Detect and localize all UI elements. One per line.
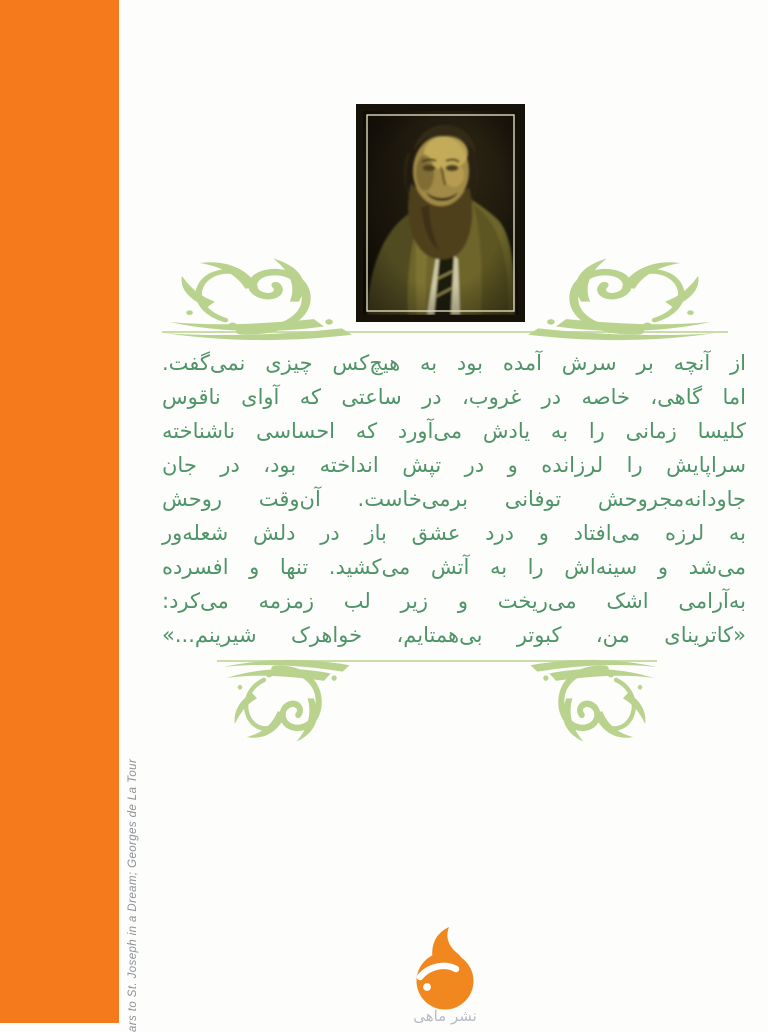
publisher-logo — [405, 925, 485, 1013]
fish-logo-icon — [405, 925, 485, 1013]
text-line-2: اما گاهی، خاصه در غروب، در ساعتی که آوای ناقوس — [162, 385, 746, 409]
text-line-4: سراپایش را لرزانده و در تپش انداخته بود، در جان — [162, 453, 746, 477]
floral-ornament-bottom-right-icon — [527, 656, 664, 748]
text-line-6: به لرزه می‌افتاد و درد عشق باز در دلش شعله‌ور — [162, 521, 746, 545]
author-portrait — [356, 104, 525, 322]
text-line-3: کلیسا زمانی را به یادش می‌آورد که احساسی ناشناخته — [162, 419, 746, 443]
floral-ornament-top-left-icon — [154, 252, 357, 344]
floral-ornament-top-right-icon — [523, 252, 726, 344]
portrait-painting-image — [363, 111, 518, 315]
text-line-1: از آنچه بر سرش آمده بود به هیچ‌کس چیزی نمی‌گفت. — [162, 351, 746, 375]
spine-stripe — [0, 0, 119, 1023]
text-line-7: می‌شد و سینه‌اش را به آتش می‌کشید. تنها و افسرده — [162, 555, 746, 579]
text-line-8: به‌آرامی اشک می‌ریخت و زیر لب زمزمه می‌کرد: — [162, 589, 746, 613]
text-line-9: «کاترینای من، کبوتر بی‌همتایم، خواهرک شیرینم...» — [162, 623, 746, 647]
back-cover-text — [162, 346, 746, 652]
publisher-name: نشر ماهی — [413, 1007, 477, 1025]
image-credit: ars to St. Joseph in a Dream; Georges de La Tour — [127, 758, 139, 1032]
floral-ornament-bottom-left-icon — [216, 656, 353, 748]
text-line-5: جاودانه‌مجروحش توفانی برمی‌خاست. آن‌وقت روحش — [162, 487, 746, 511]
